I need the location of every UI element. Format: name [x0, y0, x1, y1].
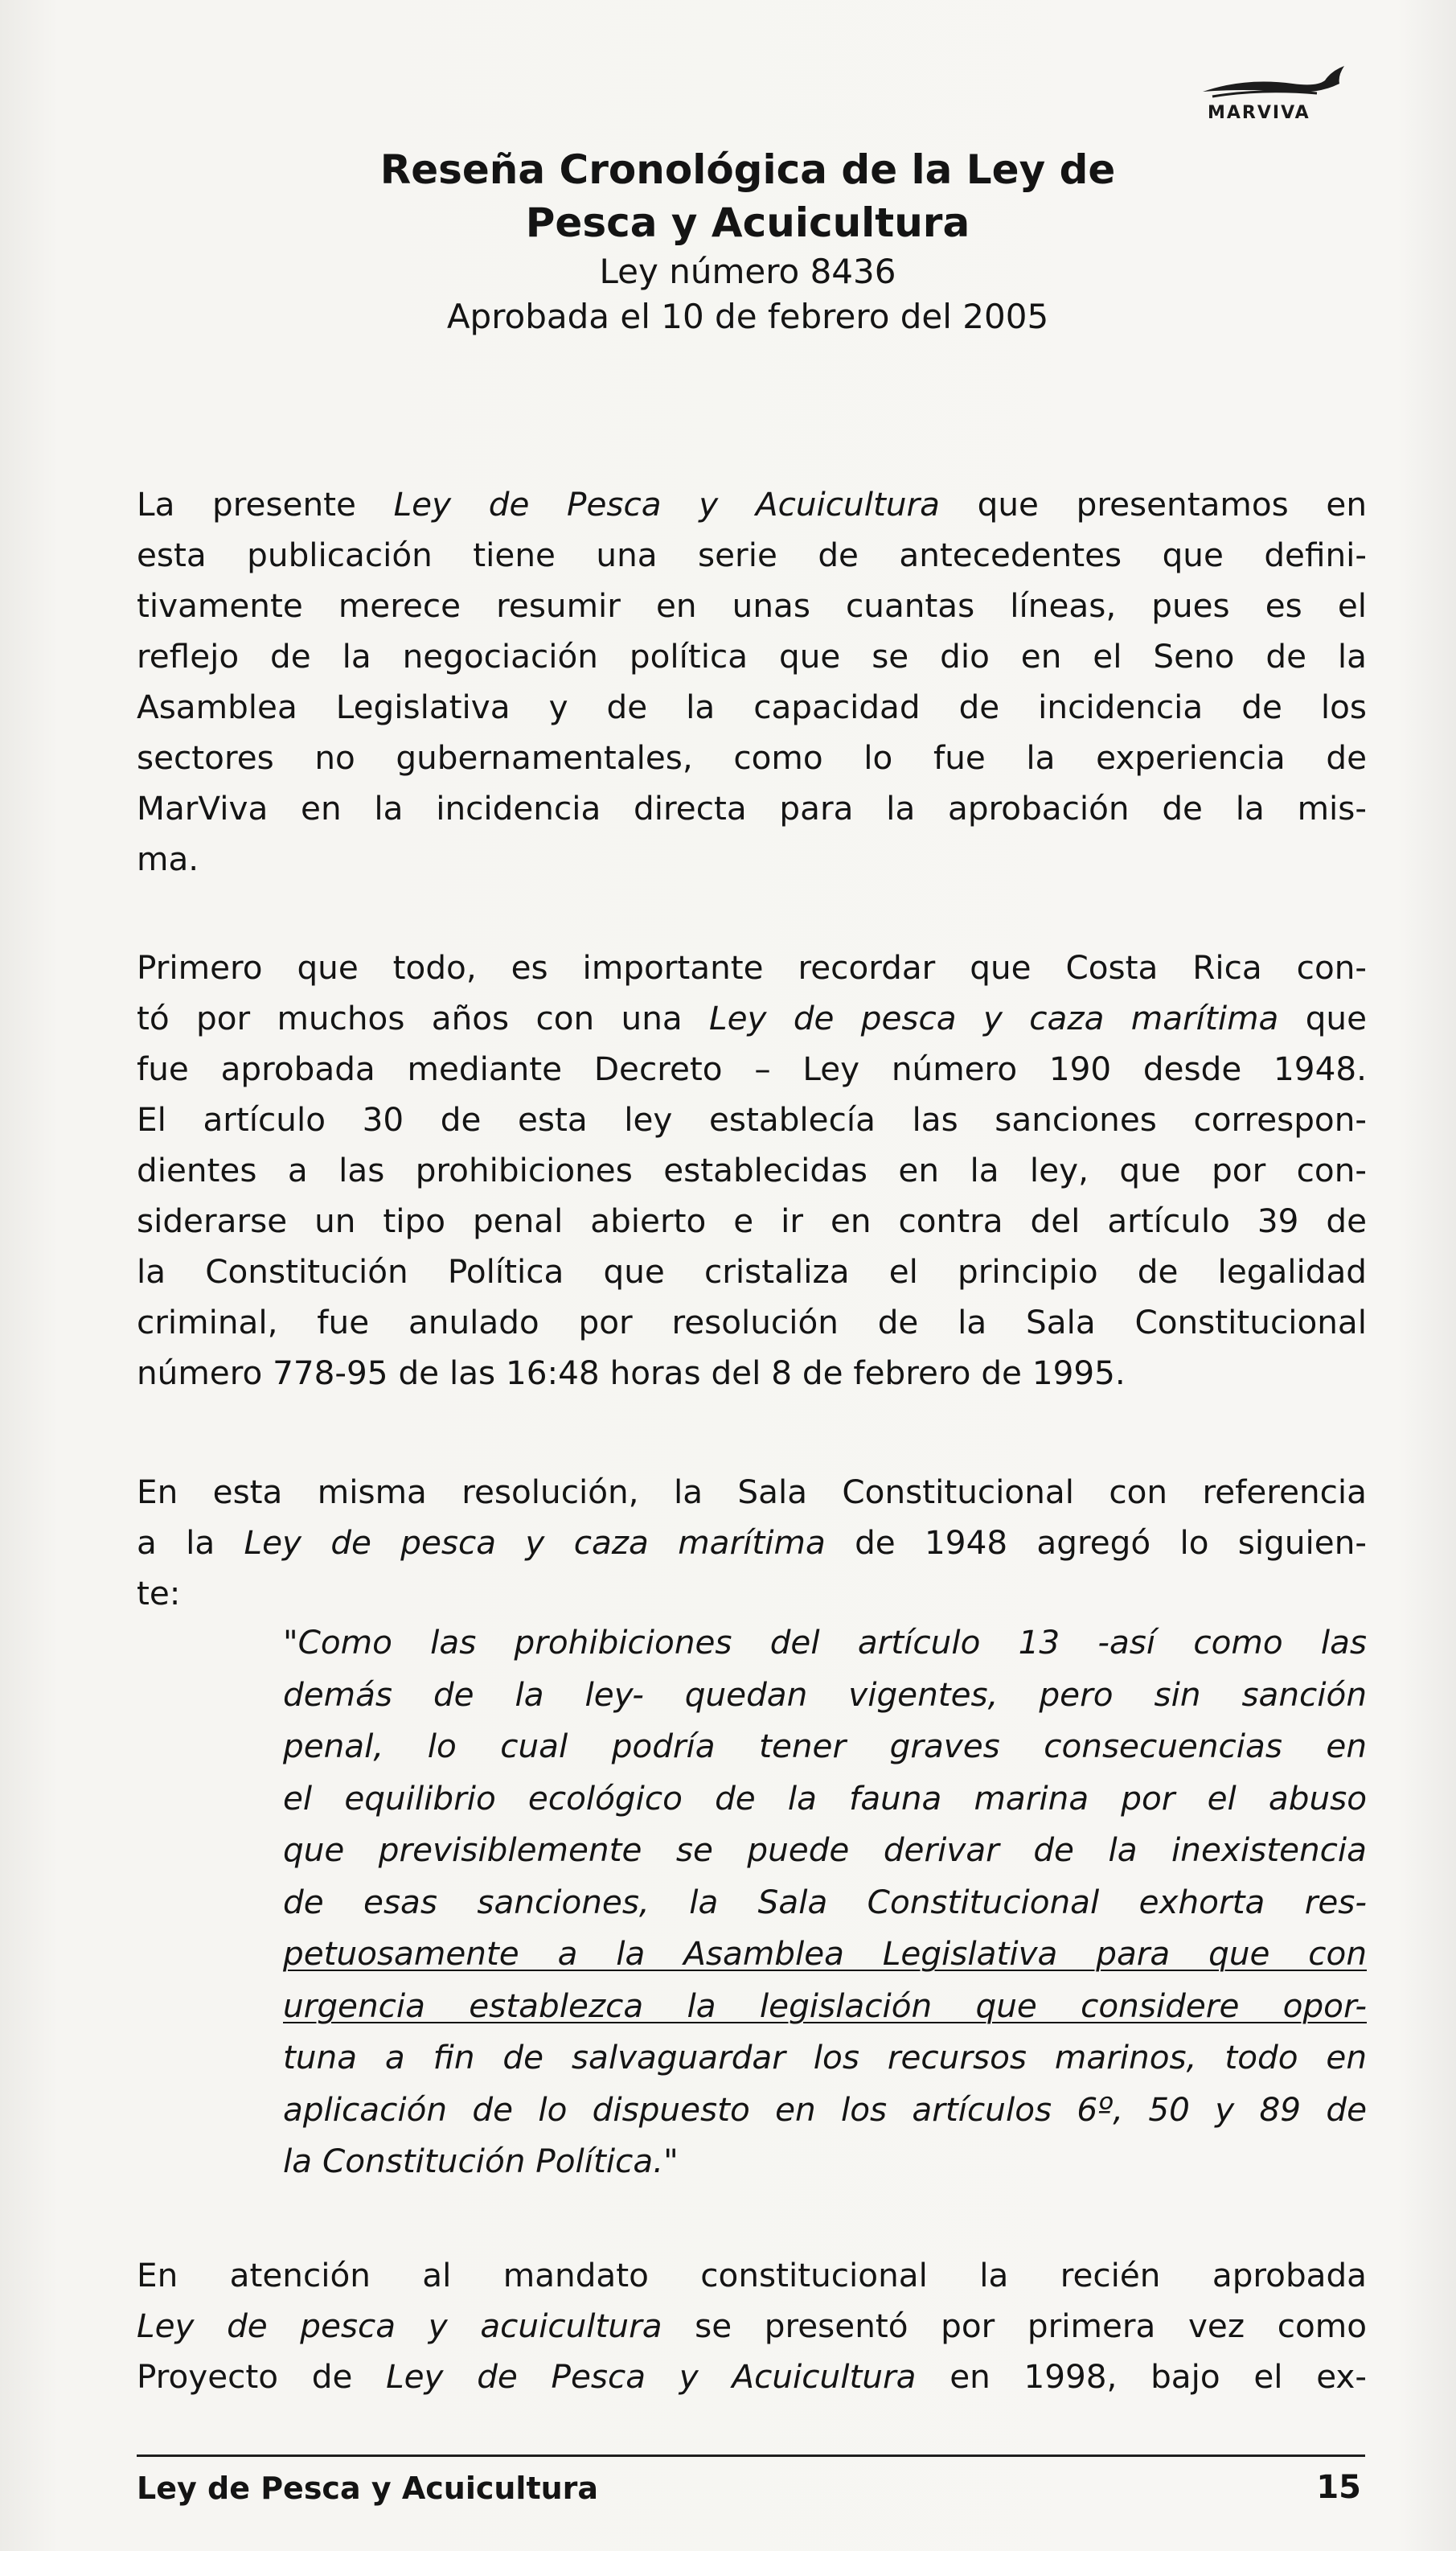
paragraph-background	[137, 943, 1367, 1399]
text-line	[137, 479, 1367, 530]
quote-line: que previsiblemente se puede derivar de la inexistencia	[283, 1830, 1367, 1869]
text-line-content: La presente Ley de Pesca y Acuicultura que presentamos en	[137, 485, 1367, 524]
text-line: número 778-95 de las 16:48 horas del 8 de febrero de 1995.	[137, 1354, 1126, 1392]
text-line: Proyecto de Ley de Pesca y Acuicultura en 1998, bajo el ex-	[137, 2357, 1367, 2396]
text-line: MarViva en la incidencia directa para la aprobación de la mis-	[137, 789, 1367, 828]
text-line: fue aprobada mediante Decreto – Ley número 190 desde 1948.	[137, 1050, 1367, 1088]
text-line: la Constitución Política que cristaliza el principio de legalidad	[137, 1252, 1367, 1291]
paragraph-mandate	[137, 2250, 1367, 2402]
quote-line: el equilibrio ecológico de la fauna marina por el abuso	[283, 1778, 1367, 1818]
quote-line-underlined: petuosamente a la Asamblea Legislativa para que con	[283, 1934, 1367, 1973]
logo-wordmark: MARVIVA	[1208, 103, 1310, 123]
quote-line-underlined: urgencia establezca la legislación que considere opor-	[283, 1986, 1367, 2025]
quote-line: de esas sanciones, la Sala Constitucional exhorta res-	[283, 1882, 1367, 1921]
text-line: tó por muchos años con una Ley de pesca y caza marítima que	[137, 999, 1367, 1037]
page-title-line1: Reseña Cronológica de la Ley de	[379, 146, 1116, 193]
text-line: siderarse un tipo penal abierto e ir en contra del artículo 39 de	[137, 1202, 1367, 1240]
paragraph-resolution	[137, 1467, 1367, 1619]
quote-line: la Constitución Política."	[283, 2142, 679, 2180]
quote-line: "Como las prohibiciones del artículo 13 -así como las	[283, 1623, 1367, 1662]
text-line: te:	[137, 1574, 181, 1612]
paragraph-intro	[137, 479, 1367, 885]
text-line: En atención al mandato constitucional la recién aprobada	[137, 2256, 1367, 2294]
document-heading	[137, 143, 1359, 339]
text-line: reflejo de la negociación política que se dio en el Seno de la	[137, 637, 1367, 676]
text-line: tivamente merece resumir en unas cuantas líneas, pues es el	[137, 586, 1367, 625]
footer-divider	[137, 2454, 1365, 2457]
page-number: 15	[1316, 2469, 1361, 2506]
text-line: El artículo 30 de esta ley establecía las sanciones correspon-	[137, 1100, 1367, 1139]
quote-line: tuna a fin de salvaguardar los recursos marinos, todo en	[283, 2038, 1367, 2077]
text-line: sectores no gubernamentales, como lo fue la experiencia de	[137, 738, 1367, 777]
text-line: dientes a las prohibiciones establecidas en la ley, que por con-	[137, 1151, 1367, 1189]
quote-line: penal, lo cual podría tener graves consecuencias en	[283, 1727, 1367, 1765]
quote-line: demás de la ley- quedan vigentes, pero sin sanción	[283, 1674, 1367, 1714]
wave-logo-icon	[1196, 60, 1357, 108]
text-line: criminal, fue anulado por resolución de la Sala Constitucional	[137, 1303, 1367, 1341]
block-quote	[283, 1616, 1367, 2187]
quote-line: aplicación de lo dispuesto en los artículos 6º, 50 y 89 de	[283, 2089, 1367, 2129]
marviva-logo	[1196, 60, 1357, 132]
text-line: ma.	[137, 840, 199, 878]
text-line: a la Ley de pesca y caza marítima de 1948 agregó lo siguien-	[137, 1523, 1367, 1562]
approval-date: Aprobada el 10 de febrero del 2005	[446, 297, 1049, 336]
text-line: En esta misma resolución, la Sala Constitucional con referencia	[137, 1473, 1367, 1511]
page-title-line2: Pesca y Acuicultura	[525, 199, 970, 246]
text-line: Ley de pesca y acuicultura se presentó por primera vez como	[137, 2307, 1368, 2345]
text-line: Asamblea Legislativa y de la capacidad de incidencia de los	[137, 688, 1367, 726]
running-title: Ley de Pesca y Acuicultura	[137, 2471, 599, 2506]
text-line: Primero que todo, es importante recordar que Costa Rica con-	[137, 948, 1367, 987]
law-number: Ley número 8436	[599, 252, 896, 291]
text-line: esta publicación tiene una serie de antecedentes que defini-	[137, 536, 1367, 574]
